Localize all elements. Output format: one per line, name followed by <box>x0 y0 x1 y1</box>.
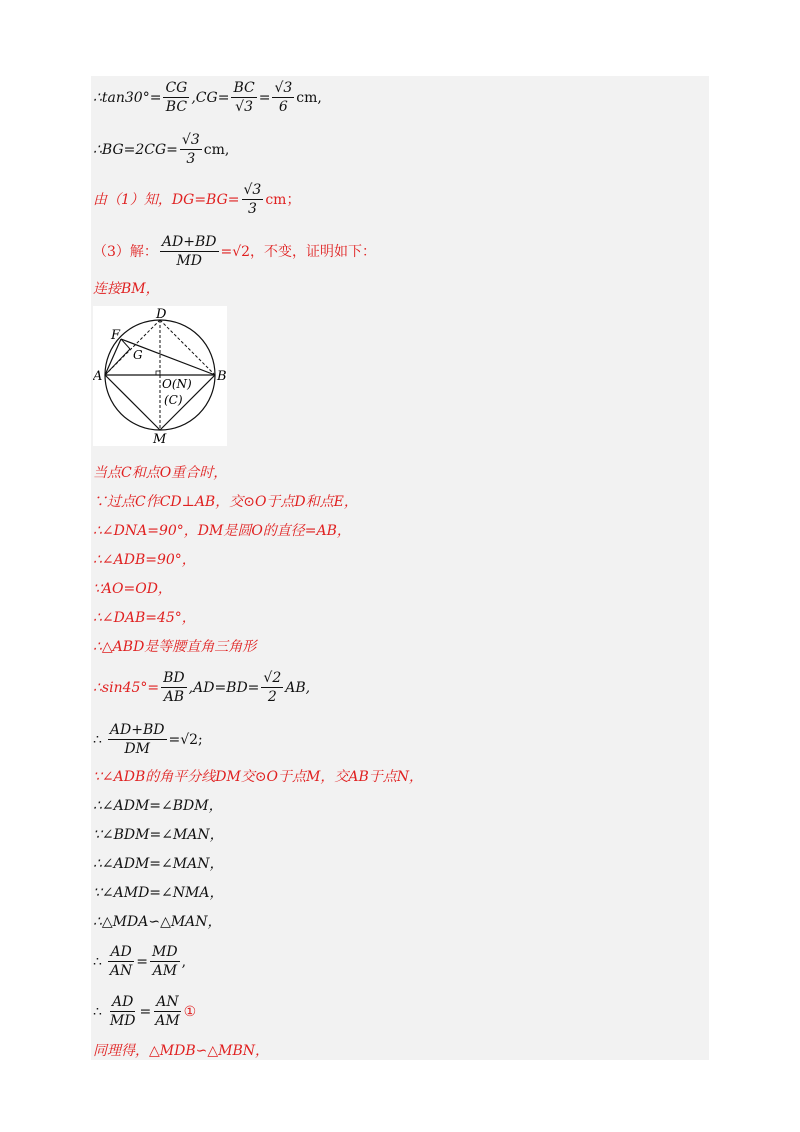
label-m: M <box>153 432 167 446</box>
line-perp: ∵过点C作CD⊥AB，交⊙O于点D和点E， <box>93 494 358 510</box>
line-adm-man: ∴∠ADM=∠MAN， <box>93 856 224 872</box>
line-amd-nma: ∵∠AMD=∠NMA， <box>93 885 224 901</box>
fraction: $\frac{AN}{AM}$ <box>155 994 180 1029</box>
fraction: $\frac{√3}{6}$ <box>274 80 293 115</box>
circled-one: ① <box>183 1003 197 1020</box>
line-isosceles: ∴△ABD是等腰直角三角形 <box>93 639 257 655</box>
fraction: $\frac{AD+BD}{MD}$ <box>161 234 217 269</box>
line-adb: ∴∠ADB=90°， <box>93 552 196 568</box>
segment-ag <box>105 349 130 375</box>
line-similar-mdb: 同理得，△MDB∽△MBN， <box>93 1043 269 1059</box>
line-adm-bdm: ∴∠ADM=∠BDM， <box>93 798 223 814</box>
geometry-figure <box>93 306 227 446</box>
line-c-equals-o: 当点C和点O重合时， <box>93 465 228 481</box>
fraction: $\frac{MD}{AM}$ <box>152 944 178 979</box>
label-b: B <box>217 369 227 384</box>
fraction: $\frac{√3}{3}$ <box>181 132 200 167</box>
label-a: A <box>93 369 103 384</box>
line-similar-mda: ∴△MDA∽△MAN， <box>93 914 222 930</box>
line-connect-bm: 连接BM， <box>93 281 160 297</box>
line-dab: ∴∠DAB=45°， <box>93 610 196 626</box>
right-angle-mark <box>156 371 160 375</box>
line-tan30: ∴tan30°= $\frac{CG}{BC}$ ,CG= $\frac{BC}{√3}$ = $\frac{√3}{6}$ cm, <box>93 80 322 115</box>
line-bg: ∴BG=2CG= $\frac{√3}{3}$ cm, <box>93 132 230 167</box>
line-dg: 由（1）知，DG=BG= $\frac{√3}{3}$ cm； <box>93 182 301 217</box>
fraction: $\frac{AD+BD}{DM}$ <box>109 722 165 757</box>
label-g: G <box>133 348 143 362</box>
label-d: D <box>156 307 167 322</box>
label-c: (C) <box>164 393 183 407</box>
fraction: $\frac{√3}{3}$ <box>243 182 262 217</box>
line-sin45: ∴sin45°= $\frac{BD}{AB}$ ,AD=BD= $\frac{√2}{2}$ AB, <box>93 670 311 705</box>
line-ratio-an: ∴ $\frac{AD}{AN}$ = $\frac{MD}{AM}$ , <box>93 944 187 979</box>
line-dna: ∴∠DNA=90°，DM是圆O的直径=AB， <box>93 523 351 539</box>
text: ∴tan30°= <box>93 89 162 106</box>
line-ratio-dm: ∴ $\frac{AD+BD}{DM}$ =√2; <box>93 722 203 757</box>
line-bdm-man: ∵∠BDM=∠MAN， <box>93 827 224 843</box>
fraction: $\frac{BC}{√3}$ <box>233 80 255 115</box>
segment-db <box>160 320 215 375</box>
fraction: $\frac{CG}{BC}$ <box>165 80 188 115</box>
fraction: $\frac{BD}{AB}$ <box>163 670 185 705</box>
fraction: $\frac{AD}{MD}$ <box>109 994 136 1029</box>
circle-diagram <box>93 306 227 446</box>
label-f: F <box>111 328 121 343</box>
segment-am <box>105 375 160 430</box>
fraction: $\frac{AD}{AN}$ <box>109 944 133 979</box>
line-ratio-md: ∴ $\frac{AD}{MD}$ = $\frac{AN}{AM}$ ① <box>93 994 197 1029</box>
label-o: O(N) <box>162 377 192 391</box>
fraction: $\frac{√2}{2}$ <box>263 670 282 705</box>
line-bisector: ∵∠ADB的角平分线DM交⊙O于点M，交AB于点N， <box>93 769 424 785</box>
line-ao-od: ∵AO=OD， <box>93 581 172 597</box>
line-part3: （3）解： $\frac{AD+BD}{MD}$ =√2，不变，证明如下： <box>93 234 377 269</box>
